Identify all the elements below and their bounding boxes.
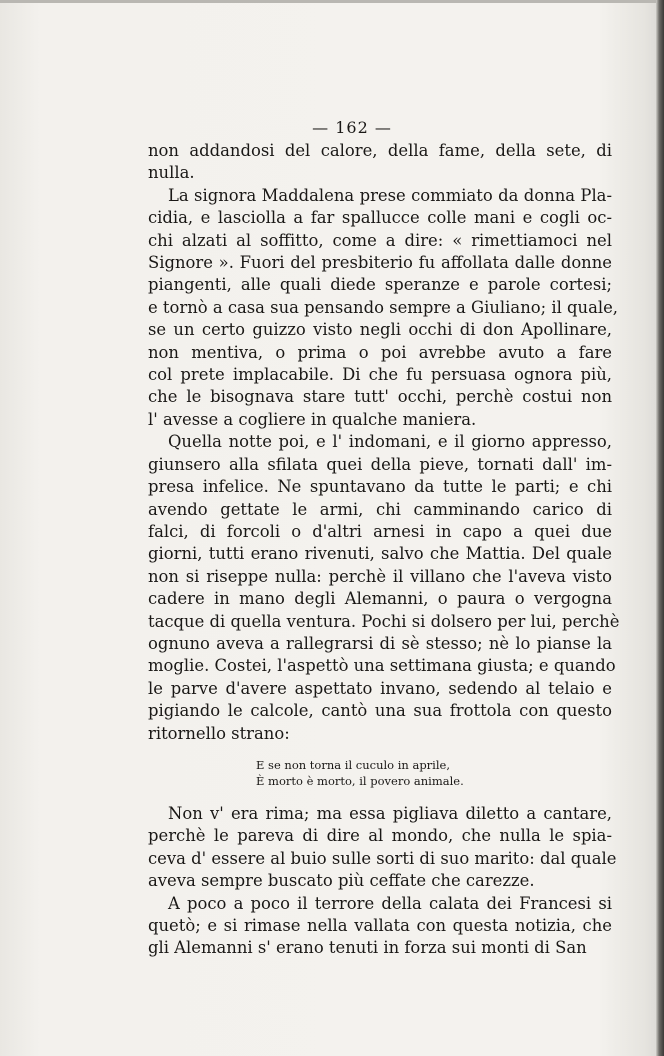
verse-line: È morto è morto, il povero animale. — [256, 773, 464, 788]
text-line: Signore ». Fuori del presbiterio fu affollata dalle donne — [148, 253, 612, 273]
text-line: presa infelice. Ne spuntavano da tutte le parti; e chi — [148, 477, 612, 497]
text-line: Non v' era rima; ma essa pigliava diletto a cantare, — [168, 803, 612, 823]
paragraph — [148, 140, 612, 185]
text-line: Quella notte poi, e l' indomani, e il giorno appresso, — [168, 432, 612, 452]
text-line: ceva d' essere al buio sulle sorti di suo marito: dal quale — [148, 848, 617, 868]
text-line: giunsero alla sfilata quei della pieve, tornati dall' im- — [148, 454, 612, 474]
text-line: avendo gettate le armi, chi camminando carico di — [148, 499, 612, 519]
text-line: l' avesse a cogliere in qualche maniera. — [148, 409, 477, 429]
text-line: ognuno aveva a rallegrarsi di sè stesso; nè lo pianse la — [148, 633, 612, 653]
text-line: le parve d'avere aspettato invano, sedendo al telaio e — [148, 678, 612, 698]
text-line: che le bisognava stare tutt' occhi, perchè costui non — [148, 387, 612, 407]
text-line: non addandosi del calore, della fame, della sete, di — [148, 141, 612, 160]
text-line: perchè le pareva di dire al mondo, che nulla le spia- — [148, 826, 612, 846]
paragraph — [148, 431, 620, 745]
text-line: cidia, e lasciolla a far spallucce colle mani e cogli oc- — [148, 208, 612, 228]
paragraph — [148, 893, 612, 960]
text-line: col prete implacabile. Di che fu persuasa ognora più, — [148, 365, 612, 385]
text-line: e tornò a casa sua pensando sempre a Giuliano; il quale, — [148, 297, 619, 317]
verse-block — [148, 757, 612, 789]
text-line: piangenti, alle quali diede speranze e parole cortesi; — [148, 275, 612, 295]
text-line: non si riseppe nulla: perchè il villano che l'aveva visto — [148, 566, 612, 586]
paragraphs-before-verse — [148, 140, 620, 745]
paragraph — [148, 185, 619, 431]
text-line: gli Alemanni s' erano tenuti in forza sui monti di San — [148, 938, 587, 958]
page-number: — 162 — — [312, 118, 392, 137]
page-binding-shadow — [656, 0, 664, 1056]
text-line: A poco a poco il terrore della calata dei Francesi si — [168, 893, 612, 913]
text-line: falci, di forcoli o d'altri arnesi in capo a quei due — [148, 521, 612, 541]
text-line: moglie. Costei, l'aspettò una settimana giusta; e quando — [148, 656, 616, 676]
text-line: non mentiva, o prima o poi avrebbe avuto a fare — [148, 342, 612, 362]
text-line: giorni, tutti erano rivenuti, salvo che Mattia. Del quale — [148, 544, 612, 564]
text-line: chi alzati al soffitto, come a dire: « rimettiamoci nel — [148, 230, 612, 250]
text-line: cadere in mano degli Alemanni, o paura o vergogna — [148, 589, 612, 609]
text-line: nulla. — [148, 163, 195, 183]
body-text — [148, 140, 620, 960]
paragraph — [148, 803, 617, 893]
text-line: pigiando le calcole, cantò una sua frottola con questo — [148, 701, 612, 721]
verse-line: E se non torna il cuculo in aprile, — [256, 757, 451, 772]
text-line: quetò; e si rimase nella vallata con questa notizia, che — [148, 916, 612, 935]
text-line: La signora Maddalena prese commiato da donna Pla- — [168, 185, 612, 205]
text-line: tacque di quella ventura. Pochi si dolsero per lui, perchè — [148, 611, 620, 631]
text-line: ritornello strano: — [148, 723, 290, 743]
page-top-edge — [0, 0, 664, 3]
text-line: se un certo guizzo visto negli occhi di don Apollinare, — [148, 320, 612, 340]
paragraphs-after-verse — [148, 803, 617, 960]
text-line: aveva sempre buscato più ceffate che carezze. — [148, 871, 535, 891]
